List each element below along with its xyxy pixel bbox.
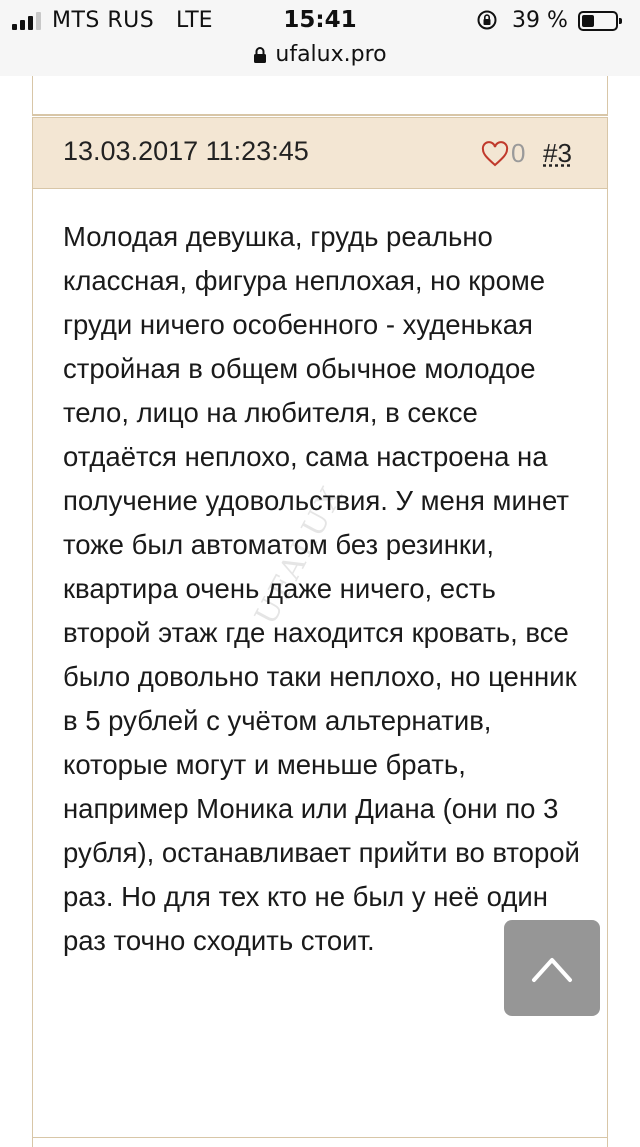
post-date: 13.03.2017 11:23:45 [63,136,309,166]
chevron-up-icon [504,920,600,1016]
like-button[interactable] [481,138,525,169]
heart-icon [481,141,509,167]
url-domain: ufalux.pro [275,42,387,67]
status-time: 15:41 [283,7,357,33]
watermark: UFALUX [248,478,352,631]
padlock-icon [253,46,267,64]
previous-post-edge [32,76,608,116]
status-bar [0,0,640,40]
battery-percent: 39 % [512,8,568,33]
rotation-lock-icon [476,9,498,31]
battery-icon [578,11,618,31]
post-header [33,117,607,189]
post-body [63,215,583,963]
post-divider [33,1137,607,1138]
post-text: Молодая девушка, грудь реально классная, фигура неплохая, но кроме груди ничего особенного - худенькая стройная в общем обычное молодое тело, лицо на любителя, в сексе отдаётся неплохо, сама настроена на получение удовольствия. У меня минет тоже был автоматом без резинки, квартира очень даже ничего, есть второй этаж где находится кровать, все было довольно таки неплохо, но ценник в 5 рублей с учётом альтернатив, которые могут и меньше брать, например Моника или Диана (они по 3 рубля), останавливает прийти во второй раз. Но для тех кто не был у неё один раз точно сходить стоит. [63,221,580,956]
post-number-link[interactable]: #3 [543,138,572,168]
network-type: LTE [176,8,213,33]
scroll-to-top-button[interactable] [504,920,600,1016]
like-count: 0 [511,138,526,168]
url-bar[interactable] [0,40,640,76]
carrier-name: MTS RUS [52,8,155,33]
